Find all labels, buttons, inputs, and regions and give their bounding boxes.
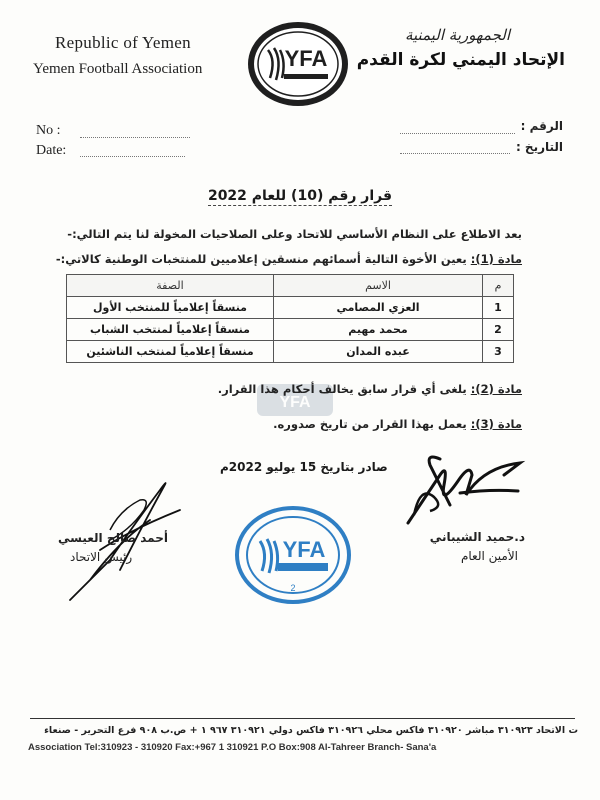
coordinators-table bbox=[66, 274, 514, 363]
article-1-label: مادة (1): bbox=[470, 252, 522, 266]
president-title: رئيس الاتحاد bbox=[70, 550, 133, 564]
article-1 bbox=[56, 252, 522, 266]
official-stamp bbox=[234, 505, 352, 605]
president-name: أحمد صالح العيسي bbox=[58, 531, 168, 545]
footer-arabic-contact: ت الاتحاد ٣١٠٩٢٣ مباشر ٣١٠٩٢٠ فاكس محلي ٣١٠٩٢٦ فاكس دولي ٣١٠٩٢١ ٩٦٧ ١ + ص.ب ٩٠٨ فرع التحرير - صنعاء bbox=[44, 725, 578, 736]
row-name: عبده المدان bbox=[274, 341, 483, 363]
article-1-text: يعين الأخوة التالية أسمائهم منسقين إعلاميين للمنتخبات الوطنية كالاتي:- bbox=[55, 252, 467, 266]
date-line bbox=[80, 155, 185, 157]
row-name: محمد مهيم bbox=[274, 319, 483, 341]
article-2-label: مادة (2): bbox=[470, 382, 522, 396]
yfa-logo bbox=[246, 20, 351, 108]
header-role: الصفة bbox=[67, 275, 274, 297]
number-label: No : bbox=[36, 123, 61, 138]
header-english-country: Republic of Yemen bbox=[55, 33, 191, 52]
table-header-row bbox=[67, 275, 514, 297]
header-arabic-country: الجمهورية اليمنية bbox=[404, 26, 510, 44]
secretary-signature bbox=[400, 445, 530, 530]
row-role: منسقاً إعلامياً لمنتخب الناشئين bbox=[67, 341, 274, 363]
row-role: منسقاً إعلامياً للمنتخب الأول bbox=[67, 297, 274, 319]
article-2 bbox=[218, 382, 522, 396]
table-row bbox=[67, 297, 514, 319]
stamp-number: 2 bbox=[290, 583, 296, 593]
table-row bbox=[67, 319, 514, 341]
header-english-association: Yemen Football Association bbox=[33, 61, 203, 77]
table-row bbox=[67, 341, 514, 363]
secretary-name: د.حميد الشيباني bbox=[429, 530, 525, 544]
footer-english-contact: Association Tel:310923 - 310920 Fax:+967 1 310921 P.O Box:908 Al-Tahreer Branch- Sana'a bbox=[28, 742, 437, 750]
header-name: الاسم bbox=[274, 275, 483, 297]
row-name: العزي المصامي bbox=[274, 297, 483, 319]
row-number: 1 bbox=[483, 297, 514, 319]
row-number: 2 bbox=[483, 319, 514, 341]
secretary-title: الأمين العام bbox=[460, 549, 518, 563]
intro-paragraph: بعد الاطلاع على النظام الأساسي للاتحاد وعلى الصلاحيات المخولة لنا يتم التالي:- bbox=[67, 227, 522, 241]
date-label: Date: bbox=[36, 143, 67, 158]
decision-title: قرار رقم (10) للعام 2022 bbox=[207, 188, 393, 204]
article-3 bbox=[273, 417, 522, 431]
issue-date: صادر بتاريخ 15 يوليو 2022م bbox=[220, 460, 388, 474]
arabic-date-line bbox=[400, 152, 510, 154]
header-number: م bbox=[483, 275, 514, 297]
article-3-text: يعمل بهذا القرار من تاريخ صدوره. bbox=[273, 417, 467, 431]
footer-divider bbox=[30, 718, 575, 719]
arabic-number-line bbox=[400, 132, 515, 134]
row-role: منسقاً إعلامياً لمنتخب الشباب bbox=[67, 319, 274, 341]
svg-text:YFA: YFA bbox=[279, 394, 311, 411]
stamp-logo-text: YFA bbox=[282, 537, 326, 562]
arabic-date-label: التاريخ : bbox=[515, 140, 563, 154]
header-arabic-association: الإتحاد اليمني لكرة القدم bbox=[356, 50, 565, 70]
logo-text: YFA bbox=[284, 46, 328, 71]
number-line bbox=[80, 136, 190, 138]
article-2-text: يلغى أي قرار سابق يخالف أحكام هذا القرار. bbox=[217, 382, 467, 396]
arabic-number-label: الرقم : bbox=[520, 119, 563, 133]
row-number: 3 bbox=[483, 341, 514, 363]
article-3-label: مادة (3): bbox=[470, 417, 522, 431]
